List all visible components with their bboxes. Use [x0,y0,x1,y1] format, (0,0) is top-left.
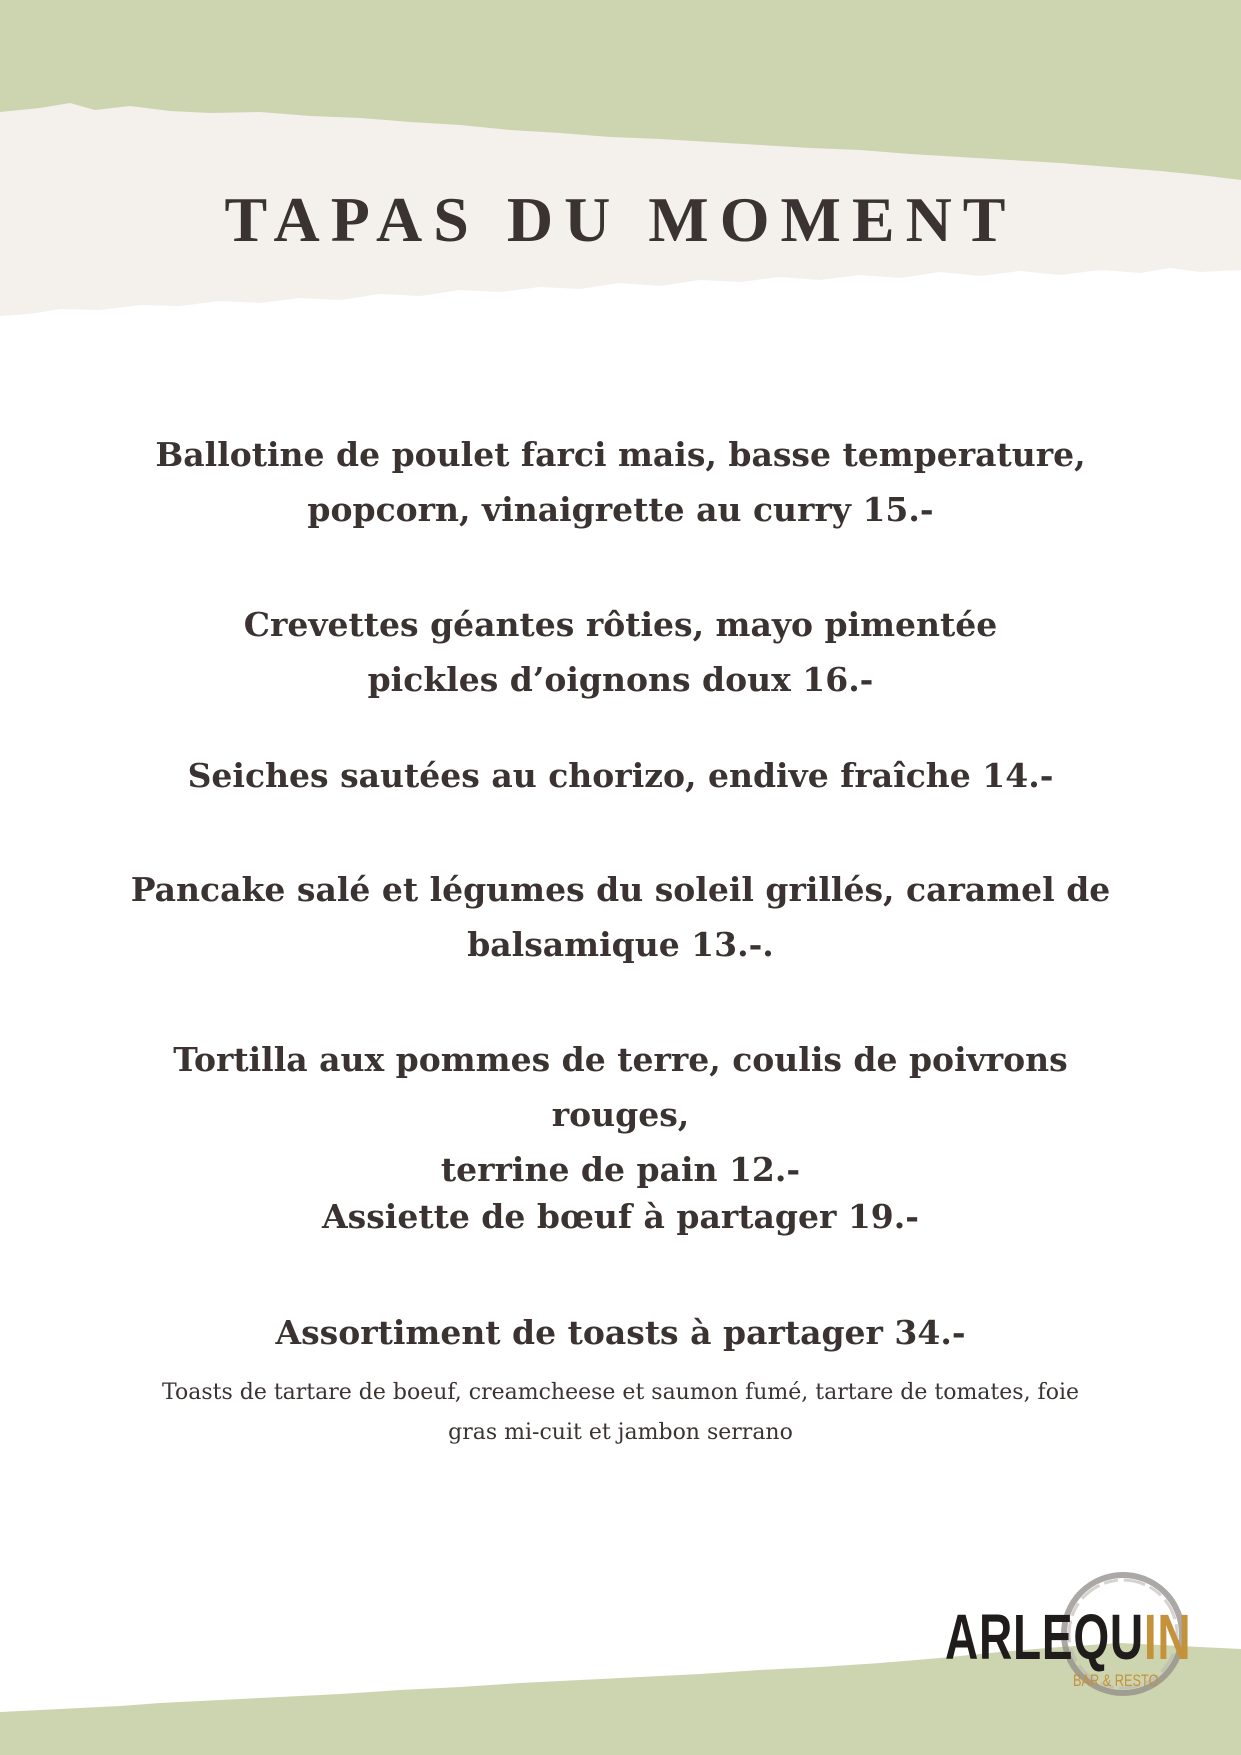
menu-item-note [100,1373,1141,1453]
menu-item [100,1189,1141,1244]
note-line: gras mi-cuit et jambon serrano [448,1420,793,1445]
menu-item-line: pickles d’oignons doux 16.- [367,660,874,699]
menu-item-line: Assortiment de toasts à partager 34.- [275,1313,966,1352]
menu-item-line: Pancake salé et légumes du soleil grillés, caramel de [130,870,1111,909]
menu-item-line: Tortilla aux pommes de terre, coulis de poivrons rouges, [173,1040,1068,1134]
menu-item-line: popcorn, vinaigrette au curry 15.- [307,490,934,529]
page-title: TAPAS DU MOMENT [224,184,1017,255]
menu-item-line: terrine de pain 12.- [440,1150,801,1189]
logo-wordmark: ARLEQUIN [945,1601,1192,1673]
menu-item-line: Ballotine de poulet farci mais, basse temperature, [155,435,1086,474]
menu-item [100,862,1141,972]
menu-item-line: Crevettes géantes rôties, mayo pimentée [243,605,998,644]
menu-item [100,748,1141,803]
menu-item [100,427,1141,537]
logo-tagline: BAR & RESTO [1073,1671,1159,1690]
menu-item-line: Assiette de bœuf à partager 19.- [322,1197,919,1236]
note-line: Toasts de tartare de boeuf, creamcheese et saumon fumé, tartare de tomates, foie [162,1380,1079,1405]
menu-item [100,597,1141,707]
menu-item [100,1305,1141,1360]
menu-item-line: Seiches sautées au chorizo, endive fraîche 14.- [187,756,1054,795]
arlequin-logo [945,1568,1195,1718]
menu-item [100,1032,1141,1197]
menu-item-line: balsamique 13.-. [467,925,774,964]
